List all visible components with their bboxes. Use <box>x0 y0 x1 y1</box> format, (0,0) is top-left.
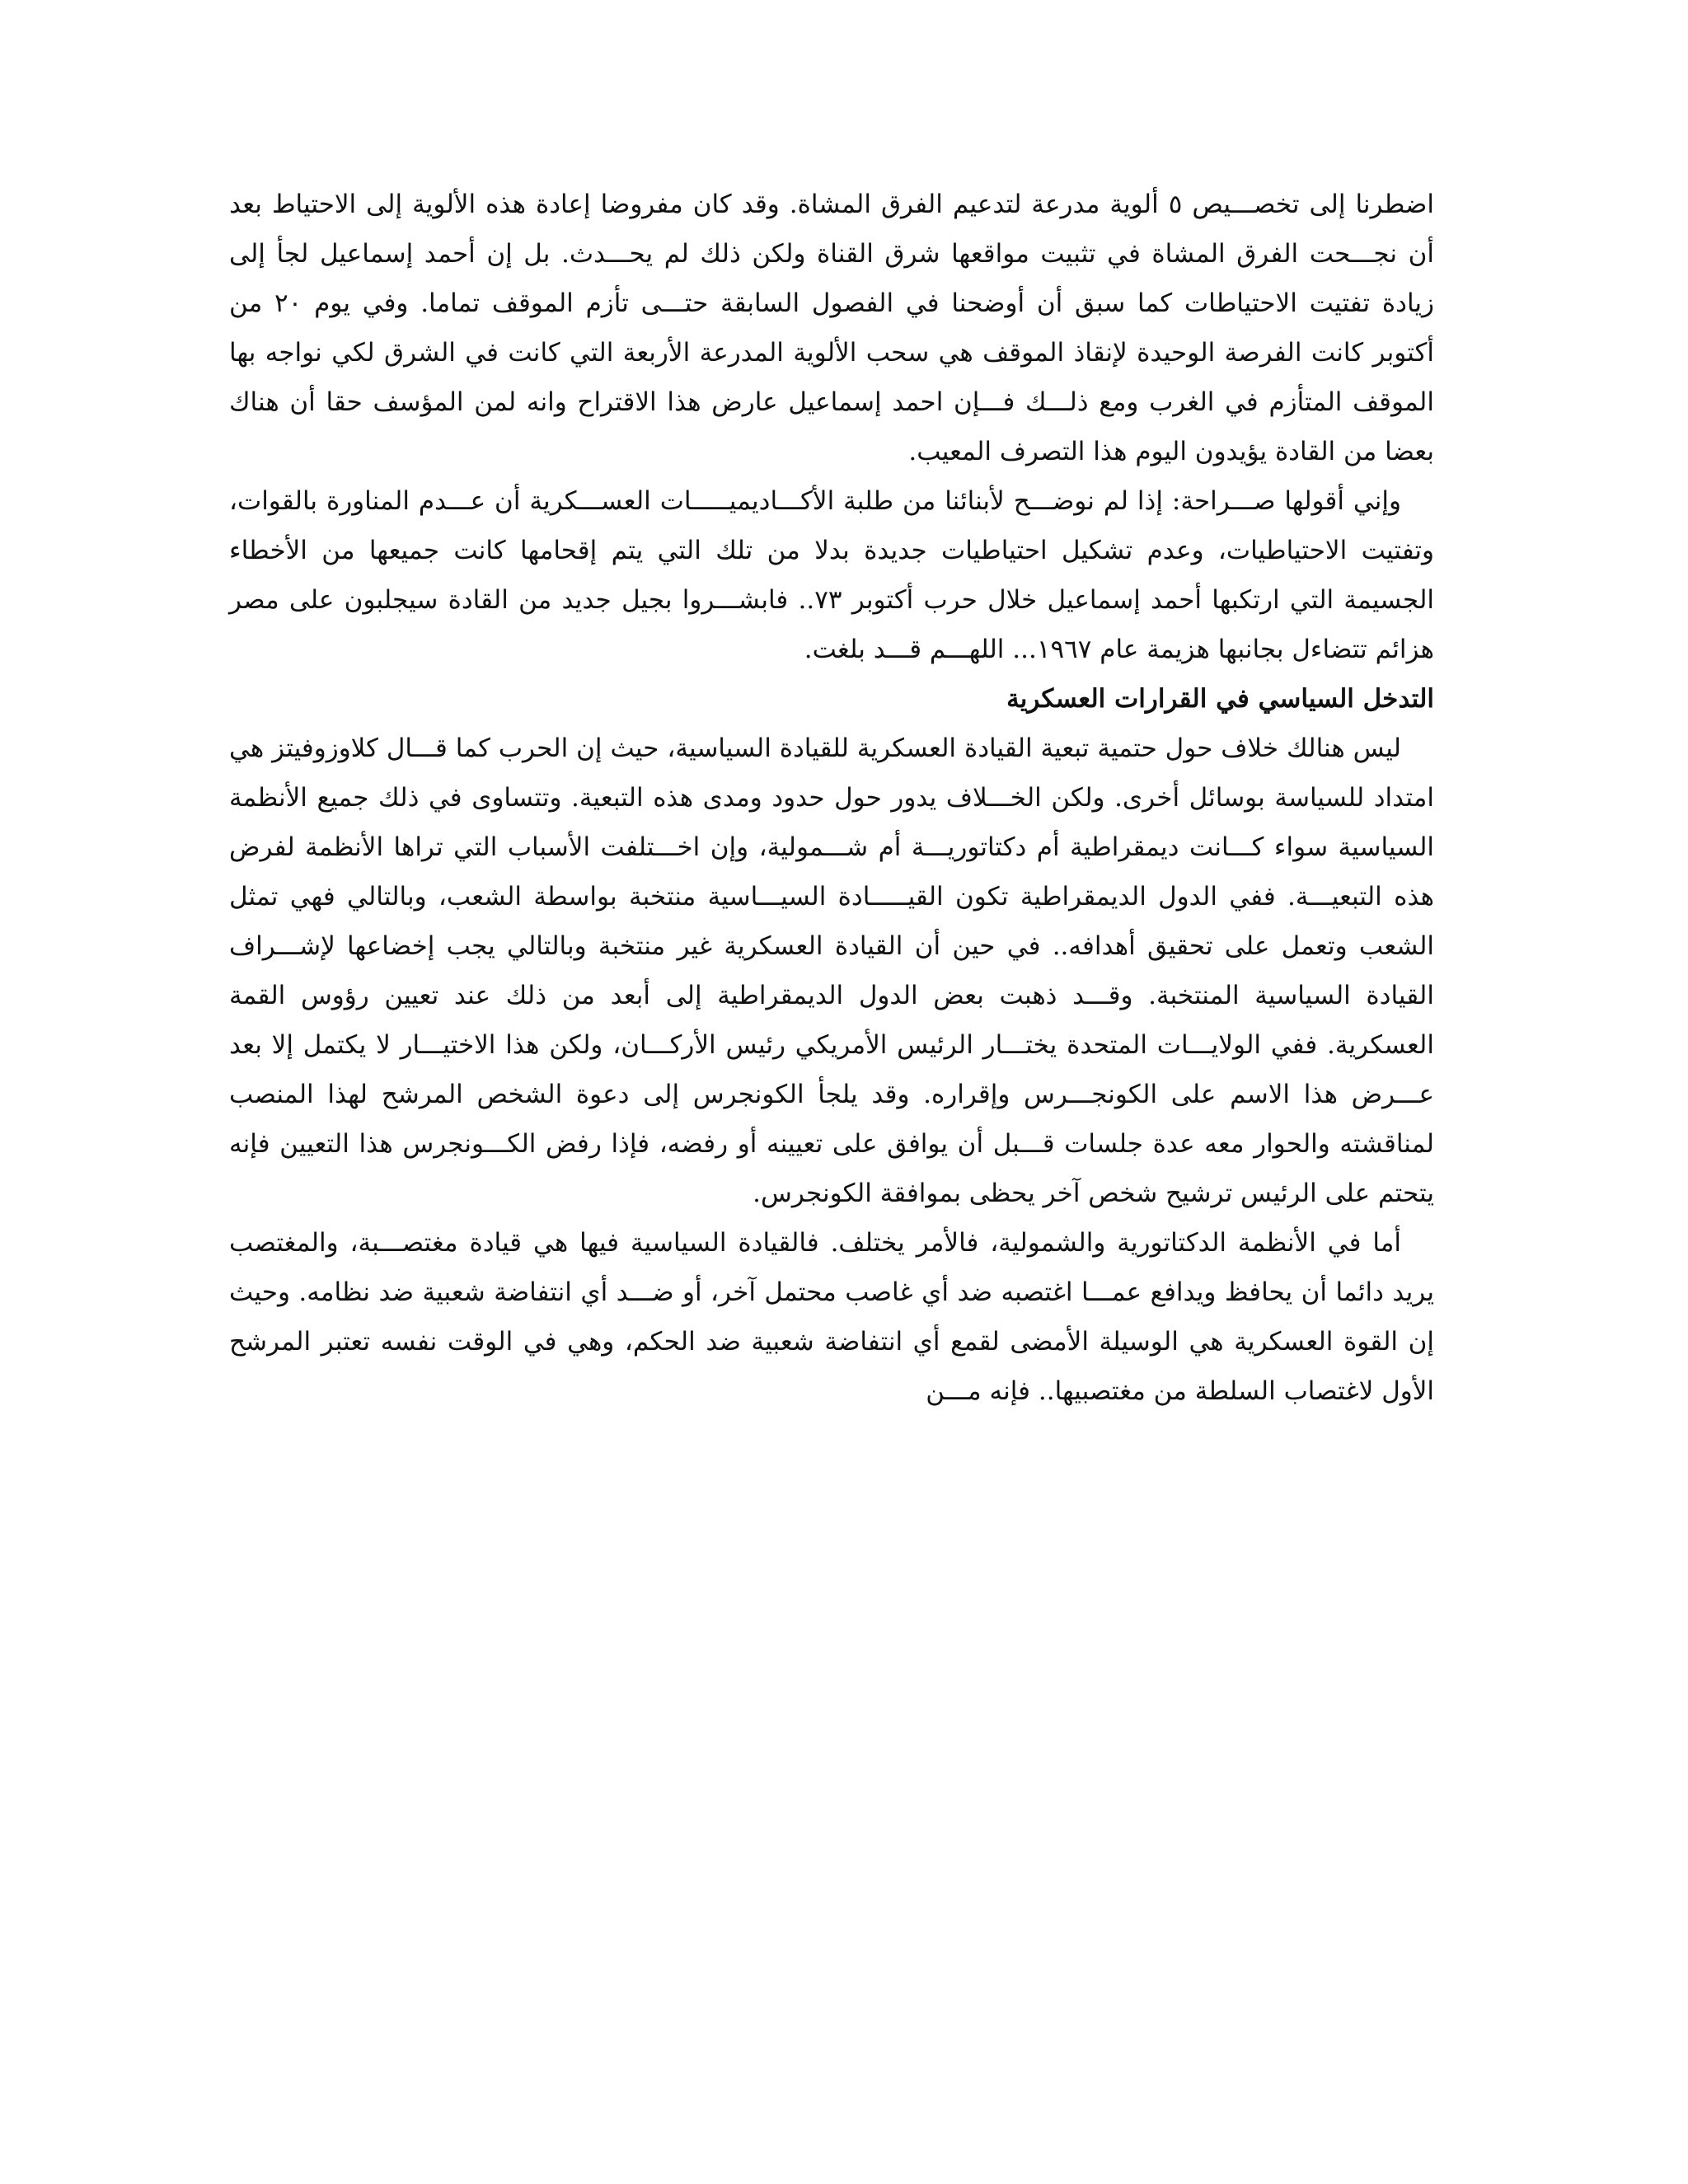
paragraph-2: وإني أقولها صـــراحة: إذا لم نوضـــح لأبنائنا من طلبة الأكـــاديميـــــات العســـكرية أن عـــدم المناورة بالقوات، وتفتيت الاحتياطيات، وعدم تشكيل احتياطيات جديدة بدلا من تلك التي يتم إقحامها كانت جميعها من الأخطاء الجسيمة التي ارتكبها أحمد إسماعيل خلال حرب أكتوبر ٧٣.. فابشـــروا بجيل جديد من القادة سيجلبون على مصر هزائم تتضاءل بجانبها هزيمة عام ١٩٦٧... اللهـــم قـــد بلغت. <box>229 486 1434 664</box>
paragraph-4: أما في الأنظمة الدكتاتورية والشمولية، فالأمر يختلف. فالقيادة السياسية فيها هي قيادة مغتصـــبة، والمغتصب يريد دائما أن يحافظ ويدافع عمـــا اغتصبه ضد أي غاصب محتمل آخر، أو ضـــد أي انتفاضة شعبية ضد نظامه. وحيث إن القوة العسكرية هي الوسيلة الأمضى لقمع أي انتفاضة شعبية ضد الحكم، وهي في الوقت نفسه تعتبر المرشح الأول لاغتصاب السلطة من مغتصبيها.. فإنه مـــن <box>229 1228 1434 1406</box>
page-content <box>229 180 1434 1416</box>
paragraph-3: ليس هنالك خلاف حول حتمية تبعية القيادة العسكرية للقيادة السياسية، حيث إن الحرب كما قـــال كلاوزوفيتز هي امتداد للسياسة بوسائل أخرى. ولكن الخـــلاف يدور حول حدود ومدى هذه التبعية. وتتساوى في ذلك جميع الأنظمة السياسية سواء كـــانت ديمقراطية أم دكتاتوريـــة أم شـــمولية، وإن اخـــتلفت الأسباب التي تراها الأنظمة لفرض هذه التبعيـــة. ففي الدول الديمقراطية تكون القيـــــادة السيـــاسية منتخبة بواسطة الشعب، وبالتالي فهي تمثل الشعب وتعمل على تحقيق أهدافه.. في حين أن القيادة العسكرية غير منتخبة وبالتالي يجب إخضاعها لإشـــراف القيادة السياسية المنتخبة. وقـــد ذهبت بعض الدول الديمقراطية إلى أبعد من ذلك عند تعيين رؤوس القمة العسكرية. ففي الولايـــات المتحدة يختـــار الرئيس الأمريكي رئيس الأركـــان، ولكن هذا الاختيـــار لا يكتمل إلا بعد عـــرض هذا الاسم على الكونجـــرس وإقراره. وقد يلجأ الكونجرس إلى دعوة الشخص المرشح لهذا المنصب لمناقشته والحوار معه عدة جلسات قـــبل أن يوافق على تعيينه أو رفضه، فإذا رفض الكـــونجرس هذا التعيين فإنه يتحتم على الرئيس ترشيح شخص آخر يحظى بموافقة الكونجرس. <box>229 733 1434 1208</box>
paragraph-1: اضطرنا إلى تخصـــيص ٥ ألوية مدرعة لتدعيم الفرق المشاة. وقد كان مفروضا إعادة هذه الألوية إلى الاحتياط بعد أن نجـــحت الفرق المشاة في تثبيت مواقعها شرق القناة ولكن ذلك لم يحـــدث. بل إن أحمد إسماعيل لجأ إلى زيادة تفتيت الاحتياطات كما سبق أن أوضحنا في الفصول السابقة حتـــى تأزم الموقف تماما. وفي يوم ٢٠ من أكتوبر كانت الفرصة الوحيدة لإنقاذ الموقف هي سحب الألوية المدرعة الأربعة التي كانت في الشرق لكي نواجه بها الموقف المتأزم في الغرب ومع ذلـــك فـــإن احمد إسماعيل عارض هذا الاقتراح وانه لمن المؤسف حقا أن هناك بعضا من القادة يؤيدون اليوم هذا التصرف المعيب. <box>229 190 1434 466</box>
section-heading: التدخل السياسي في القرارات العسكرية <box>1006 684 1434 714</box>
